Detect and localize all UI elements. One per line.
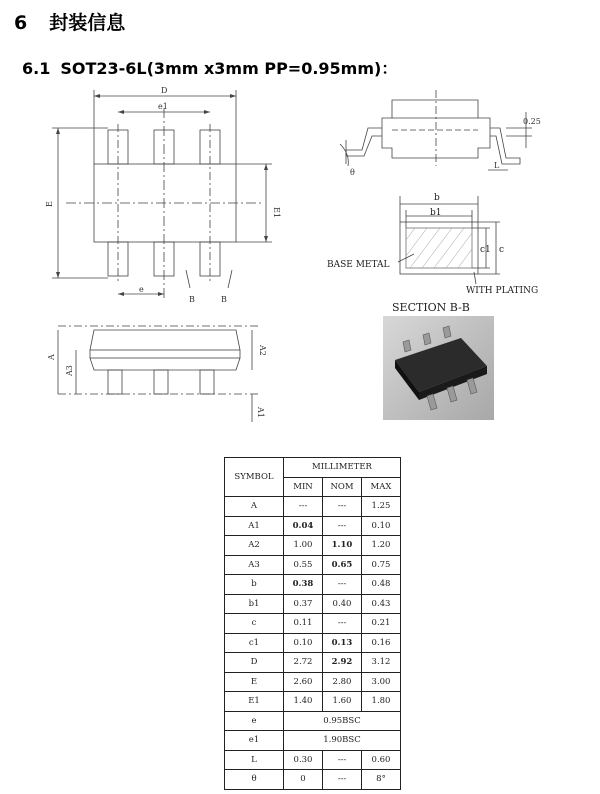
cell-nom: 1.10: [323, 536, 362, 556]
cell-nom: ---: [323, 516, 362, 536]
col-nom-header: NOM: [323, 477, 362, 497]
top-view: [52, 90, 272, 300]
cell-min: 2.60: [284, 672, 323, 692]
table-row: [225, 672, 401, 692]
cell-symbol: c1: [225, 633, 284, 653]
cell-min: 0.04: [284, 516, 323, 536]
side-view: [58, 326, 258, 422]
cell-span: 1.90BSC: [284, 731, 401, 751]
table-row: [225, 614, 401, 634]
dim-D: D: [161, 86, 168, 95]
table-row: [225, 711, 401, 731]
section-bb: [398, 196, 500, 284]
table-row: [225, 536, 401, 556]
cell-symbol: e: [225, 711, 284, 731]
cell-nom: 0.65: [323, 555, 362, 575]
cell-symbol: c: [225, 614, 284, 634]
cell-symbol: D: [225, 653, 284, 673]
cell-symbol: b: [225, 575, 284, 595]
cell-min: ---: [284, 497, 323, 517]
cell-nom: 1.60: [323, 692, 362, 712]
subsection-number: 6.1: [22, 59, 51, 78]
dim-c: c: [499, 245, 505, 255]
end-view: [340, 90, 532, 170]
cell-max: 0.10: [362, 516, 401, 536]
cell-symbol: A2: [225, 536, 284, 556]
cell-symbol: θ: [225, 770, 284, 790]
dim-E1: E1: [272, 207, 281, 218]
dim-b: b: [434, 193, 440, 203]
label-section-bb: SECTION B-B: [392, 301, 470, 314]
dim-e1: e1: [158, 102, 168, 111]
section-mark-b-right: B: [221, 295, 227, 304]
cell-nom: ---: [323, 575, 362, 595]
unit-header: MILLIMETER: [284, 458, 401, 478]
cell-nom: 0.13: [323, 633, 362, 653]
cell-symbol: E1: [225, 692, 284, 712]
section-number: 6: [14, 12, 28, 34]
cell-min: 0.30: [284, 750, 323, 770]
cell-min: 2.72: [284, 653, 323, 673]
cell-max: 0.43: [362, 594, 401, 614]
cell-span: 0.95BSC: [284, 711, 401, 731]
dim-c1: c1: [480, 245, 491, 255]
table-row: [225, 497, 401, 517]
section-mark-b-left: B: [189, 295, 195, 304]
cell-nom: ---: [323, 750, 362, 770]
package-photo: [383, 316, 494, 420]
cell-max: 0.75: [362, 555, 401, 575]
dim-L: L: [494, 161, 500, 170]
dim-A2: A2: [258, 345, 267, 356]
cell-symbol: E: [225, 672, 284, 692]
table-row: [225, 770, 401, 790]
section-bb-hatch: [406, 228, 472, 268]
cell-max: 0.21: [362, 614, 401, 634]
cell-max: 1.80: [362, 692, 401, 712]
label-base-metal: BASE METAL: [327, 260, 390, 270]
table-row: [225, 750, 401, 770]
dim-A3: A3: [65, 365, 74, 376]
cell-max: 0.60: [362, 750, 401, 770]
cell-min: 0.38: [284, 575, 323, 595]
table-row: [225, 555, 401, 575]
cell-max: 8°: [362, 770, 401, 790]
cell-nom: ---: [323, 770, 362, 790]
cell-nom: ---: [323, 497, 362, 517]
section-title: 封装信息: [49, 12, 126, 34]
cell-min: 1.40: [284, 692, 323, 712]
cell-symbol: A: [225, 497, 284, 517]
cell-symbol: e1: [225, 731, 284, 751]
dim-e: e: [139, 285, 144, 294]
subsection-title: SOT23-6L(3mm x3mm PP=0.95mm)：: [60, 59, 398, 78]
package-photo-image: [383, 316, 494, 420]
cell-symbol: A3: [225, 555, 284, 575]
cell-max: 1.25: [362, 497, 401, 517]
cell-nom: 2.80: [323, 672, 362, 692]
dim-A: A: [47, 354, 56, 360]
dim-theta: θ: [350, 168, 355, 177]
dim-E: E: [45, 201, 54, 207]
table-row: [225, 594, 401, 614]
cell-max: 3.12: [362, 653, 401, 673]
table-row: [225, 633, 401, 653]
cell-nom: 0.40: [323, 594, 362, 614]
table-row: [225, 575, 401, 595]
cell-min: 0: [284, 770, 323, 790]
cell-min: 0.55: [284, 555, 323, 575]
cell-max: 0.48: [362, 575, 401, 595]
table-row: [225, 516, 401, 536]
cell-symbol: A1: [225, 516, 284, 536]
cell-min: 0.10: [284, 633, 323, 653]
cell-min: 0.11: [284, 614, 323, 634]
table-row: [225, 692, 401, 712]
cell-nom: 2.92: [323, 653, 362, 673]
symbol-header: SYMBOL: [225, 458, 284, 497]
cell-max: 0.16: [362, 633, 401, 653]
cell-symbol: L: [225, 750, 284, 770]
label-with-plating: WITH PLATING: [466, 286, 539, 296]
table-row: [225, 731, 401, 751]
dim-lead-thickness: 0.25: [523, 117, 541, 126]
cell-max: 3.00: [362, 672, 401, 692]
dimension-table: [224, 457, 401, 790]
col-min-header: MIN: [284, 477, 323, 497]
cell-symbol: b1: [225, 594, 284, 614]
cell-nom: ---: [323, 614, 362, 634]
dim-b1: b1: [430, 208, 442, 218]
cell-max: 1.20: [362, 536, 401, 556]
cell-min: 1.00: [284, 536, 323, 556]
table-row: [225, 653, 401, 673]
cell-min: 0.37: [284, 594, 323, 614]
col-max-header: MAX: [362, 477, 401, 497]
dim-A1: A1: [256, 407, 265, 418]
